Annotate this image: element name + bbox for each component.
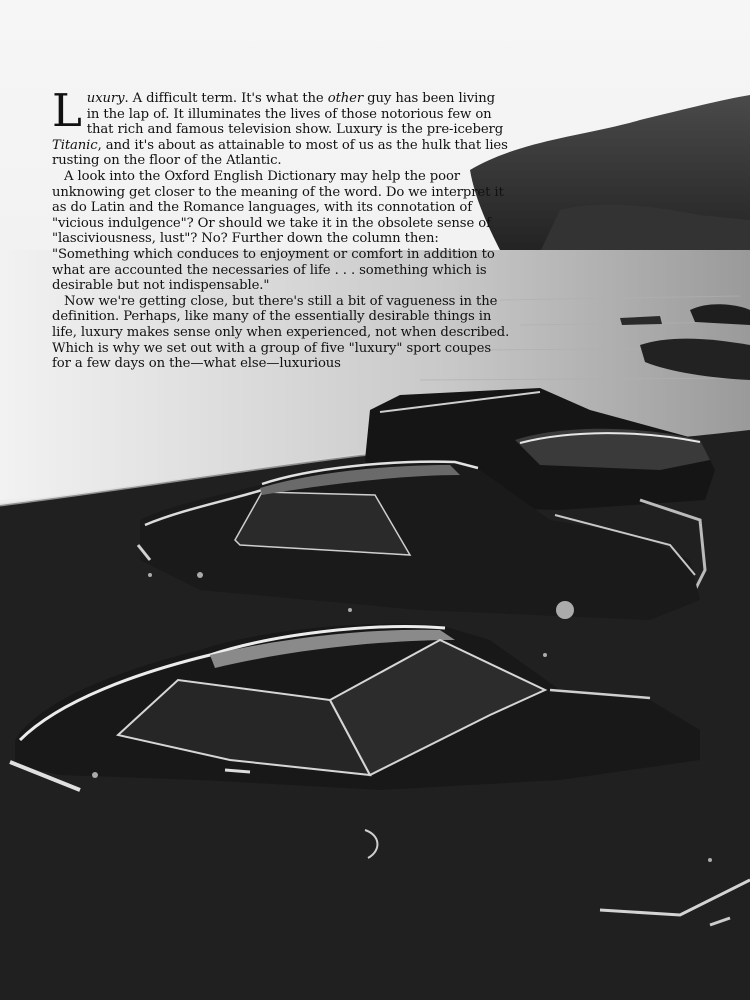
paragraph-1-text-a: . A difficult term. It's what the <box>124 91 328 106</box>
emphasis-titanic: Titanic <box>52 137 98 153</box>
paragraph-2: A look into the Oxford English Dictionary may help the poor unknowing get closer to the meaning of the word. Do we interpret it as do Latin and the Romance languages, with its connotation of "vicious indulgence"? Or should we take it in the obsolete sense of "lasciviousness, lust"? No? Further down the column then: "Something which conduces to enjoyment or comfort in addition to what are accounted the necessaries of life . . . something which is desirable but not indispensable." <box>52 168 504 294</box>
paragraph-3: Now we're getting close, but there's still a bit of vagueness in the definition. Perhaps, like many of the essentially desirable things in life, luxury makes sense only when experienced, not when described. Which is why we set out with a group of five "luxury" sport coupes for a few days on the—what else—luxurious <box>52 293 510 372</box>
lead-word: uxury <box>86 91 125 106</box>
paragraph-1-text-c: , and it's about as attainable to most of us as the hulk that lies rusting on the floor of the Atlantic. <box>52 137 508 169</box>
paragraph-1-text-b: guy has been living in the lap of. It illuminates the lives of those notorious few on that rich and famous television show. Luxury is the pre-iceberg <box>86 91 504 138</box>
paragraph-1 <box>52 84 510 169</box>
article-body <box>52 84 510 372</box>
emphasis-other: other <box>327 91 364 106</box>
drop-cap: L <box>52 84 82 137</box>
